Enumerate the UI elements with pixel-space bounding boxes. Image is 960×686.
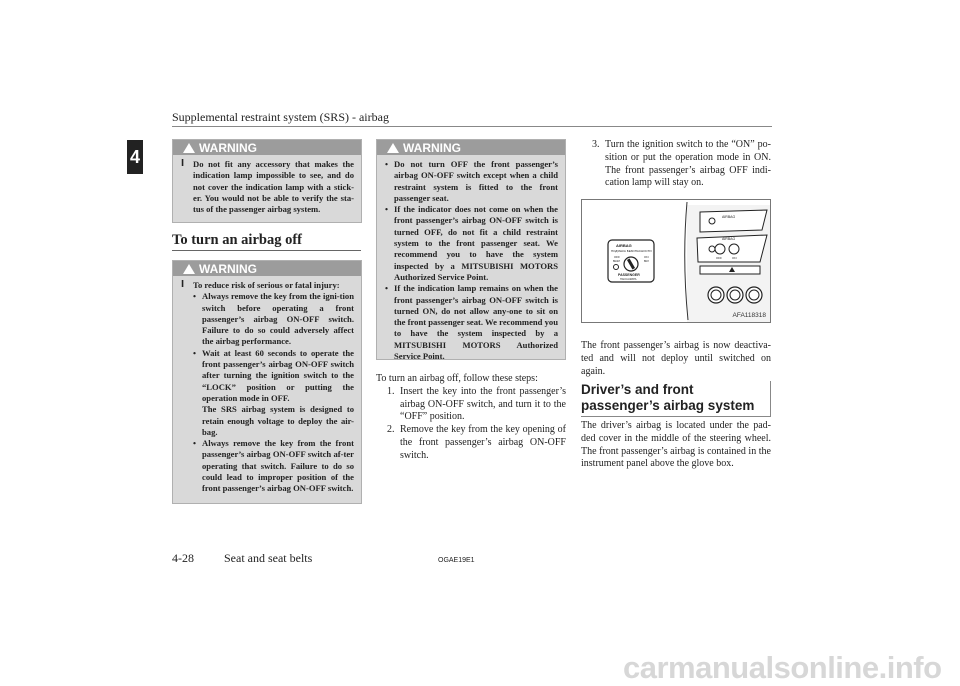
- lamp-on-label: ON: [732, 256, 737, 260]
- warning-subitem: • Do not turn OFF the front passenger’s airbag ON-OFF switch except when a child restraint system is fitted to the front passenger seat.: [385, 159, 558, 204]
- section-heading-airbag-system: Driver’s and front passenger’s airbag system: [581, 382, 755, 413]
- warning-subitem: • If the indicator does not come on when the front passenger’s airbag ON-OFF switch is turned OFF, do not fit a child restraint system to the front passenger seat. We recommend you to have the system inspected by a MITSUBISHI MOTORS Authorized Service Point.: [385, 204, 558, 283]
- warning-label: WARNING: [199, 140, 257, 155]
- watermark: carmanualsonline.info: [623, 650, 942, 685]
- warning-subitem: • Always remove the key from the igni-tion switch before operating a front passenger’s airbag ON-OFF switch. Failure to do so could adversely affect the airbag performance.: [193, 291, 354, 347]
- document-code: OGAE19E1: [438, 557, 475, 564]
- lamp-airbag-label: AIRBAG: [722, 215, 736, 219]
- warning-subitem: [193, 348, 354, 438]
- warning-box-injury: [172, 260, 362, 504]
- panel-passenger-label: PASSENGER: [618, 273, 640, 277]
- page-header-title: Supplemental restraint system (SRS) - airbag: [172, 110, 389, 124]
- panel-on-label: ON: [644, 255, 649, 259]
- warning-subitem-text: • Wait at least 60 seconds to operate the front passenger’s airbag ON-OFF switch after turning the ignition switch to the “LOCK” position or putting the operation mode in OFF.: [202, 347, 354, 403]
- airbag-location-paragraph: The driver’s airbag is located under the pad-ded cover in the middle of the steering wheel. The front passenger’s airbag is contained in the instrument panel above the glove box.: [581, 420, 771, 470]
- warning-item: [181, 280, 354, 495]
- steps-block: [376, 373, 566, 463]
- section-heading-turn-off: To turn an airbag off: [172, 232, 302, 248]
- panel-airbag-sub: ПОДУШКА БЕЗОПАСНОСТИ: [611, 249, 652, 253]
- warning-main-text: l To reduce risk of serious or fatal injury:: [193, 280, 340, 290]
- heading-divider: [172, 250, 361, 251]
- warning-subitem: • Always remove the key from the front passenger’s airbag ON-OFF switch af-ter operating that switch. Failure to do so could lead to improper position of the front passenger’s airbag ON-OFF switch.: [193, 438, 354, 494]
- warning-triangle-icon: [387, 143, 399, 153]
- warning-triangle-icon: [183, 264, 195, 274]
- panel-off-sub: ВЫКЛ: [613, 260, 620, 263]
- warning-item: l Do not fit any accessory that makes the indication lamp impossible to see, and do not cover the indication lamp with a stick-er. You would not be able to verify the sta-tus of the passenger airbag system.: [181, 159, 354, 215]
- warning-subitem-extra: The SRS airbag system is designed to retain enough voltage to deploy the air-bag.: [202, 404, 354, 437]
- step-item: 2. Remove the key from the key opening of the front passenger’s airbag ON-OFF switch.: [387, 424, 566, 461]
- warning-box-turn-off: [376, 139, 566, 360]
- panel-on-sub: ВКЛ: [644, 260, 649, 263]
- deactivated-paragraph: The front passenger’s airbag is now deactiva-ted and will not deploy until switched on again.: [581, 340, 771, 377]
- warning-triangle-icon: [183, 143, 195, 153]
- warning-label: WARNING: [403, 140, 461, 155]
- warning-box-indicator: [172, 139, 362, 223]
- airbag-switch-figure: [581, 199, 771, 323]
- chapter-tab: 4: [127, 140, 143, 174]
- lamp-airbag-label-2: AIRBAG: [722, 237, 736, 241]
- header-divider: [172, 126, 772, 127]
- steps-intro: To turn an airbag off, follow these steps:: [376, 373, 538, 384]
- panel-off-label: OFF: [614, 255, 620, 259]
- step-3-block: [581, 139, 771, 190]
- airbag-switch-illustration: [582, 200, 770, 322]
- page-number: 4-28: [172, 551, 194, 565]
- footer-section: Seat and seat belts: [224, 551, 313, 565]
- warning-header: [173, 261, 361, 276]
- panel-passenger-sub: ПАССАЖИРА: [620, 278, 637, 281]
- step-item: 3. Turn the ignition switch to the “ON” po-sition or put the operation mode in ON. The front passenger’s airbag OFF indi-cation lamp will stay on.: [592, 139, 771, 189]
- lamp-off-label: OFF: [716, 256, 722, 260]
- panel-airbag-label: AIRBAG: [616, 243, 632, 248]
- step-item: 1. Insert the key into the front passenger’s airbag ON-OFF switch, and turn it to the “OFF” position.: [387, 385, 566, 423]
- figure-code: AFA118318: [732, 312, 766, 319]
- warning-subitem: • If the indication lamp remains on when the front passenger’s airbag ON-OFF switch is turned ON, do not allow any-one to sit on the front passenger seat. We recommend you to have the system inspected by a MITSUBISHI MOTORS Authorized Service Point.: [385, 283, 558, 362]
- warning-header: [377, 140, 565, 155]
- warning-label: WARNING: [199, 261, 257, 276]
- warning-header: [173, 140, 361, 155]
